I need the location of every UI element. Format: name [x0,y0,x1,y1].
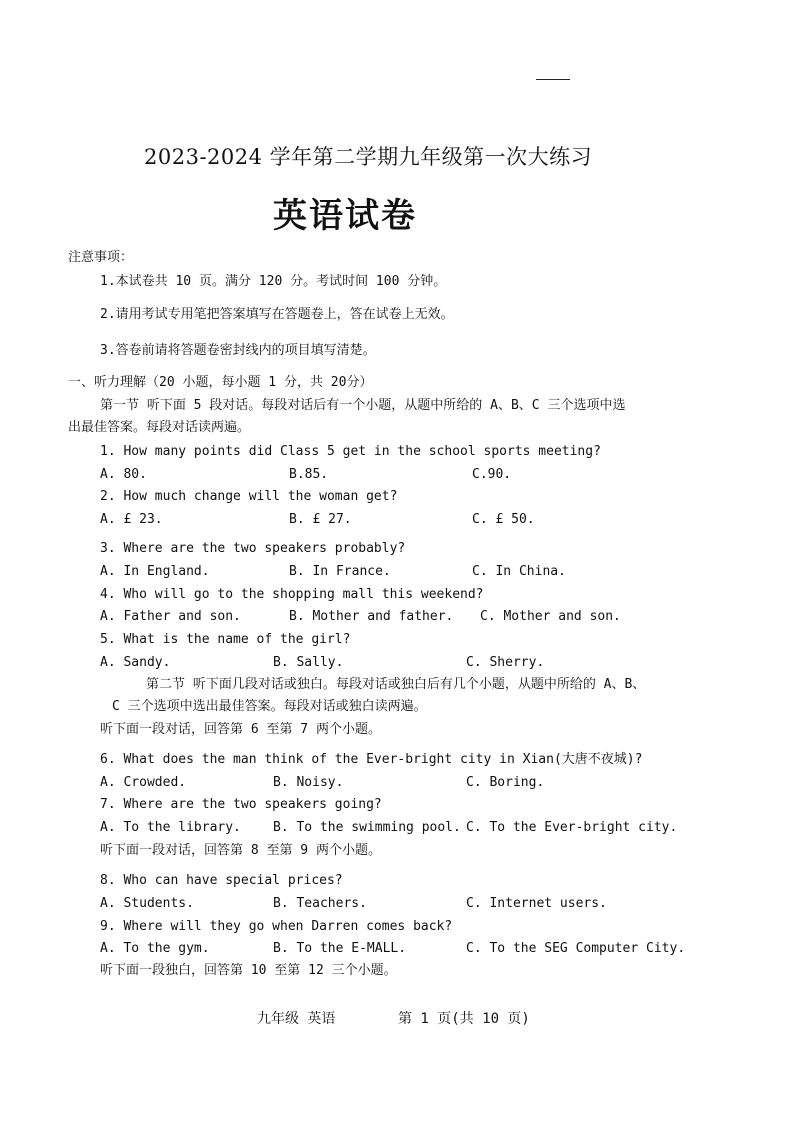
option-b: B.85. [289,467,329,482]
footer-page-number: 第 1 页(共 10 页) [398,1011,530,1027]
question-text: 7. Where are the two speakers going? [100,797,382,812]
part1-intro-cont: 出最佳答案。每段对话读两遍。 [68,420,251,435]
option-a: A. Crowded. [100,775,187,790]
part1-intro: 第一节 听下面 5 段对话。每段对话后有一个小题，从题中所给的 A、B、C 三个选项中选 [100,398,626,413]
option-c: C. Internet users. [466,896,607,911]
question-text: 5. What is the name of the girl? [100,632,351,647]
option-c: C.90. [472,467,512,482]
option-c: C. Mother and son. [480,609,621,624]
option-a: A. 80. [100,467,147,482]
option-c: C. Sherry. [466,655,545,670]
listening-instruction: 听下面一段对话，回答第 6 至第 7 两个小题。 [100,722,381,737]
option-b: B. £ 27. [289,512,352,527]
top-underline [536,79,570,80]
option-b: B. In France. [289,564,391,579]
option-c: C. To the SEG Computer City. [466,941,686,956]
section-heading: 一、听力理解（20 小题，每小题 1 分，共 20分） [68,375,373,390]
part2-intro-cont: C 三个选项中选出最佳答案。每段对话或独白读两遍。 [112,699,427,714]
footer-grade-subject: 九年级 英语 [257,1011,336,1027]
option-a: A. To the library. [100,820,241,835]
notice-heading: 注意事项： [68,250,134,265]
option-b: B. To the E-MALL. [273,941,407,956]
option-b: B. Noisy. [273,775,344,790]
option-a: A. To the gym. [100,941,210,956]
question-text: 9. Where will they go when Darren comes back? [100,919,453,934]
part2-intro: 第二节 听下面几段对话或独白。每段对话或独白后有几个小题，从题中所给的 A、B、 [146,677,646,692]
notice-item: 1.本试卷共 10 页。满分 120 分。考试时间 100 分钟。 [100,274,447,289]
option-a: A. £ 23. [100,512,163,527]
listening-instruction: 听下面一段独白，回答第 10 至第 12 三个小题。 [100,963,397,978]
question-text: 3. Where are the two speakers probably? [100,541,406,556]
option-c: C. To the Ever-bright city. [466,820,678,835]
exam-title: 2023-2024 学年第二学期九年级第一次大练习 [144,145,593,169]
option-a: A. In England. [100,564,210,579]
option-b: B. Teachers. [273,896,367,911]
question-text: 1. How many points did Class 5 get in the school sports meeting? [100,444,601,459]
subject-title: 英语试卷 [273,196,417,236]
question-text: 2. How much change will the woman get? [100,489,398,504]
notice-item: 3.答卷前请将答题卷密封线内的项目填写清楚。 [100,343,376,358]
option-c: C. £ 50. [472,512,535,527]
question-text: 4. Who will go to the shopping mall this weekend? [100,587,484,602]
question-text: 6. What does the man think of the Ever-bright city in Xian(大唐不夜城)? [100,752,643,767]
option-a: A. Father and son. [100,609,241,624]
option-c: C. In China. [472,564,566,579]
option-b: B. Mother and father. [289,609,454,624]
question-text: 8. Who can have special prices? [100,873,343,888]
option-c: C. Boring. [466,775,545,790]
option-a: A. Sandy. [100,655,171,670]
option-a: A. Students. [100,896,194,911]
listening-instruction: 听下面一段对话，回答第 8 至第 9 两个小题。 [100,843,381,858]
notice-item: 2.请用考试专用笔把答案填写在答题卷上，答在试卷上无效。 [100,307,454,322]
option-b: B. Sally. [273,655,344,670]
option-b: B. To the swimming pool. [273,820,461,835]
